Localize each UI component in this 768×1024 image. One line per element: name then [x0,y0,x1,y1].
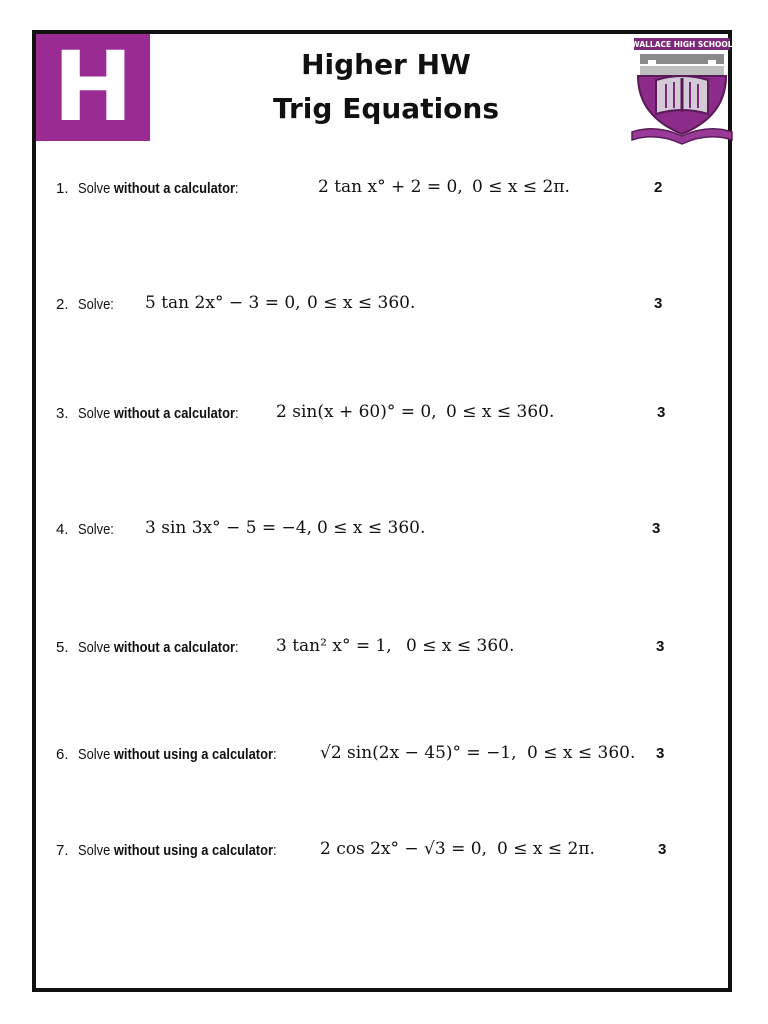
question-equation: √2 sin(2x − 45)° = −1, [320,743,517,763]
question-number: 4. [56,521,69,538]
question-4 [56,515,728,547]
question-marks: 2 [654,179,663,196]
question-instruction: Solve without a calculator: [78,405,239,422]
question-instruction: Solve without a calculator: [78,180,239,197]
question-marks: 3 [656,638,665,655]
question-equation: 2 sin(x + 60)° = 0, [276,402,437,422]
question-number: 2. [56,296,69,313]
question-range: 0 ≤ x ≤ 360. [406,636,515,656]
question-instruction: Solve without using a calculator: [78,842,277,859]
question-marks: 3 [657,404,666,421]
school-crest-logo [630,36,734,148]
question-instruction: Solve without using a calculator: [78,746,277,763]
question-equation: 5 tan 2x° − 3 = 0, [145,293,301,313]
question-range: 0 ≤ x ≤ 2π. [497,839,595,859]
question-instruction: Solve without a calculator: [78,639,239,656]
question-range: 0 ≤ x ≤ 360. [446,402,555,422]
question-2 [56,290,728,322]
question-instruction: Solve: [78,296,114,313]
question-number: 7. [56,842,69,859]
svg-text:WALLACE HIGH SCHOOL: WALLACE HIGH SCHOOL [631,40,733,49]
question-equation: 3 sin 3x° − 5 = −4, [145,518,313,538]
question-range: 0 ≤ x ≤ 2π. [472,177,570,197]
question-equation: 2 tan x° + 2 = 0, [318,177,463,197]
page-title: Higher HW [301,48,471,81]
question-marks: 3 [652,520,661,537]
question-7 [56,836,728,868]
question-number: 6. [56,746,69,763]
question-6 [56,740,728,772]
question-range: 0 ≤ x ≤ 360. [317,518,426,538]
question-range: 0 ≤ x ≤ 360. [527,743,636,763]
question-equation: 3 tan² x° = 1, [276,636,392,656]
question-range: 0 ≤ x ≤ 360. [307,293,416,313]
question-marks: 3 [654,295,663,312]
question-instruction: Solve: [78,521,114,538]
worksheet [32,30,732,992]
question-number: 3. [56,405,69,422]
question-5 [56,633,728,665]
question-3 [56,399,728,431]
question-number: 1. [56,180,69,197]
page-subtitle: Trig Equations [272,92,500,125]
question-marks: 3 [658,841,667,858]
level-badge: H [36,34,150,141]
question-equation: 2 cos 2x° − √3 = 0, [320,839,487,859]
question-number: 5. [56,639,69,656]
question-1 [56,174,728,206]
question-marks: 3 [656,745,665,762]
